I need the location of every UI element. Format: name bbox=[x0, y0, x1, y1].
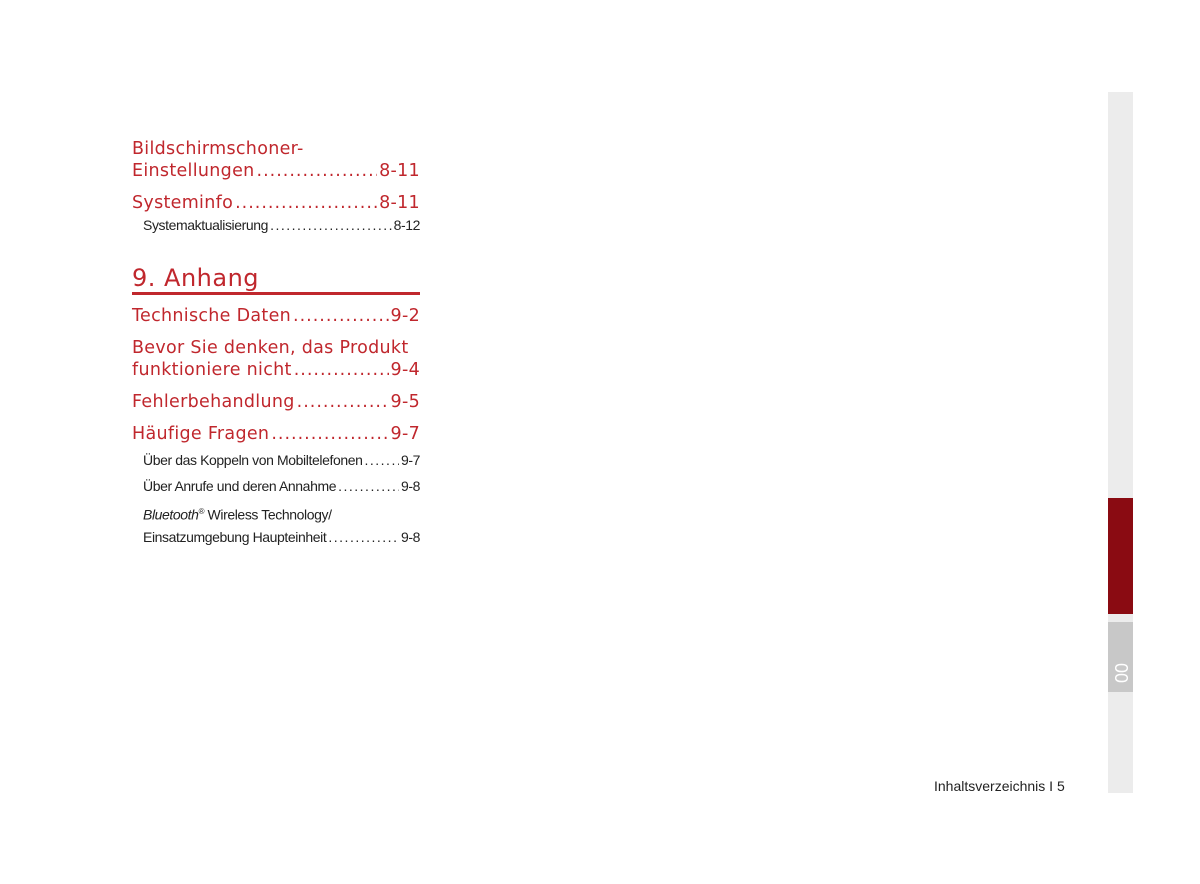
leader-dots bbox=[297, 391, 389, 413]
toc-entry-technical-data[interactable] bbox=[132, 305, 420, 327]
toc-entry-title: Technische Daten bbox=[132, 306, 292, 326]
leader-dots bbox=[270, 214, 392, 236]
toc-entry-page: 8-11 bbox=[379, 161, 420, 181]
toc-entry-title: Häufige Fragen bbox=[132, 424, 270, 444]
toc-entry-faq[interactable] bbox=[132, 423, 420, 445]
toc-entry-title: funktioniere nicht bbox=[132, 360, 292, 380]
toc-entry-page: 9-2 bbox=[390, 306, 420, 326]
toc-entry-title: Systeminfo bbox=[132, 193, 234, 213]
leader-dots bbox=[235, 192, 377, 214]
toc-entry-title: Fehlerbehandlung bbox=[132, 392, 295, 412]
leader-dots bbox=[338, 475, 399, 497]
side-tab-active bbox=[1108, 498, 1133, 614]
leader-dots bbox=[294, 359, 389, 381]
page-footer: Inhaltsverzeichnis I 5 bbox=[934, 778, 1065, 794]
section-heading-appendix: 9. Anhang bbox=[132, 264, 420, 295]
toc-entry-page: 9-5 bbox=[390, 392, 420, 412]
leader-dots bbox=[293, 305, 388, 327]
toc-sub-entry-bluetooth-line1 bbox=[132, 501, 420, 526]
toc-entry-error-handling[interactable] bbox=[132, 391, 420, 413]
toc-sub-entry-calls[interactable] bbox=[132, 475, 420, 497]
toc-sub-entry-system-update[interactable] bbox=[132, 214, 420, 236]
toc-sub-page: 9-7 bbox=[400, 452, 420, 468]
leader-dots bbox=[271, 423, 388, 445]
toc-sub-title: Einsatzumgebung Haupteinheit bbox=[143, 528, 327, 545]
toc-entry-page: 9-7 bbox=[390, 424, 420, 444]
toc-entry-screensaver-line1: Bildschirmschoner- bbox=[132, 139, 304, 159]
toc-sub-page: 8-12 bbox=[393, 217, 420, 233]
leader-dots bbox=[328, 526, 399, 548]
toc-sub-page: 9-8 bbox=[400, 478, 420, 494]
leader-dots bbox=[257, 160, 378, 182]
toc-sub-title: Systemaktualisierung bbox=[143, 217, 269, 233]
toc-entry-screensaver[interactable] bbox=[132, 160, 420, 182]
toc-sub-entry-pairing[interactable] bbox=[132, 449, 420, 471]
toc-entry-title: Einstellungen bbox=[132, 161, 255, 181]
leader-dots bbox=[365, 449, 399, 471]
toc-entry-page: 9-4 bbox=[390, 360, 420, 380]
toc-sub-title-rest: Wireless Technology/ bbox=[204, 506, 332, 523]
toc-sub-title: Über das Koppeln von Mobiltelefonen bbox=[143, 452, 363, 468]
bluetooth-italic: Bluetooth bbox=[143, 506, 199, 523]
table-of-contents bbox=[132, 138, 420, 548]
registered-mark: ® bbox=[198, 507, 205, 516]
toc-sub-entry-bluetooth[interactable] bbox=[132, 526, 420, 548]
side-tab-chapter-number: 00 bbox=[1111, 662, 1131, 684]
toc-sub-title: Über Anrufe und deren Annahme bbox=[143, 478, 337, 494]
toc-entry-troubleshoot-line1: Bevor Sie denken, das Produkt bbox=[132, 338, 409, 358]
toc-entry-product-not-working[interactable] bbox=[132, 359, 420, 381]
toc-entry-systeminfo[interactable] bbox=[132, 192, 420, 214]
toc-entry-page: 8-11 bbox=[379, 193, 420, 213]
toc-sub-page: 9-8 bbox=[400, 528, 420, 545]
